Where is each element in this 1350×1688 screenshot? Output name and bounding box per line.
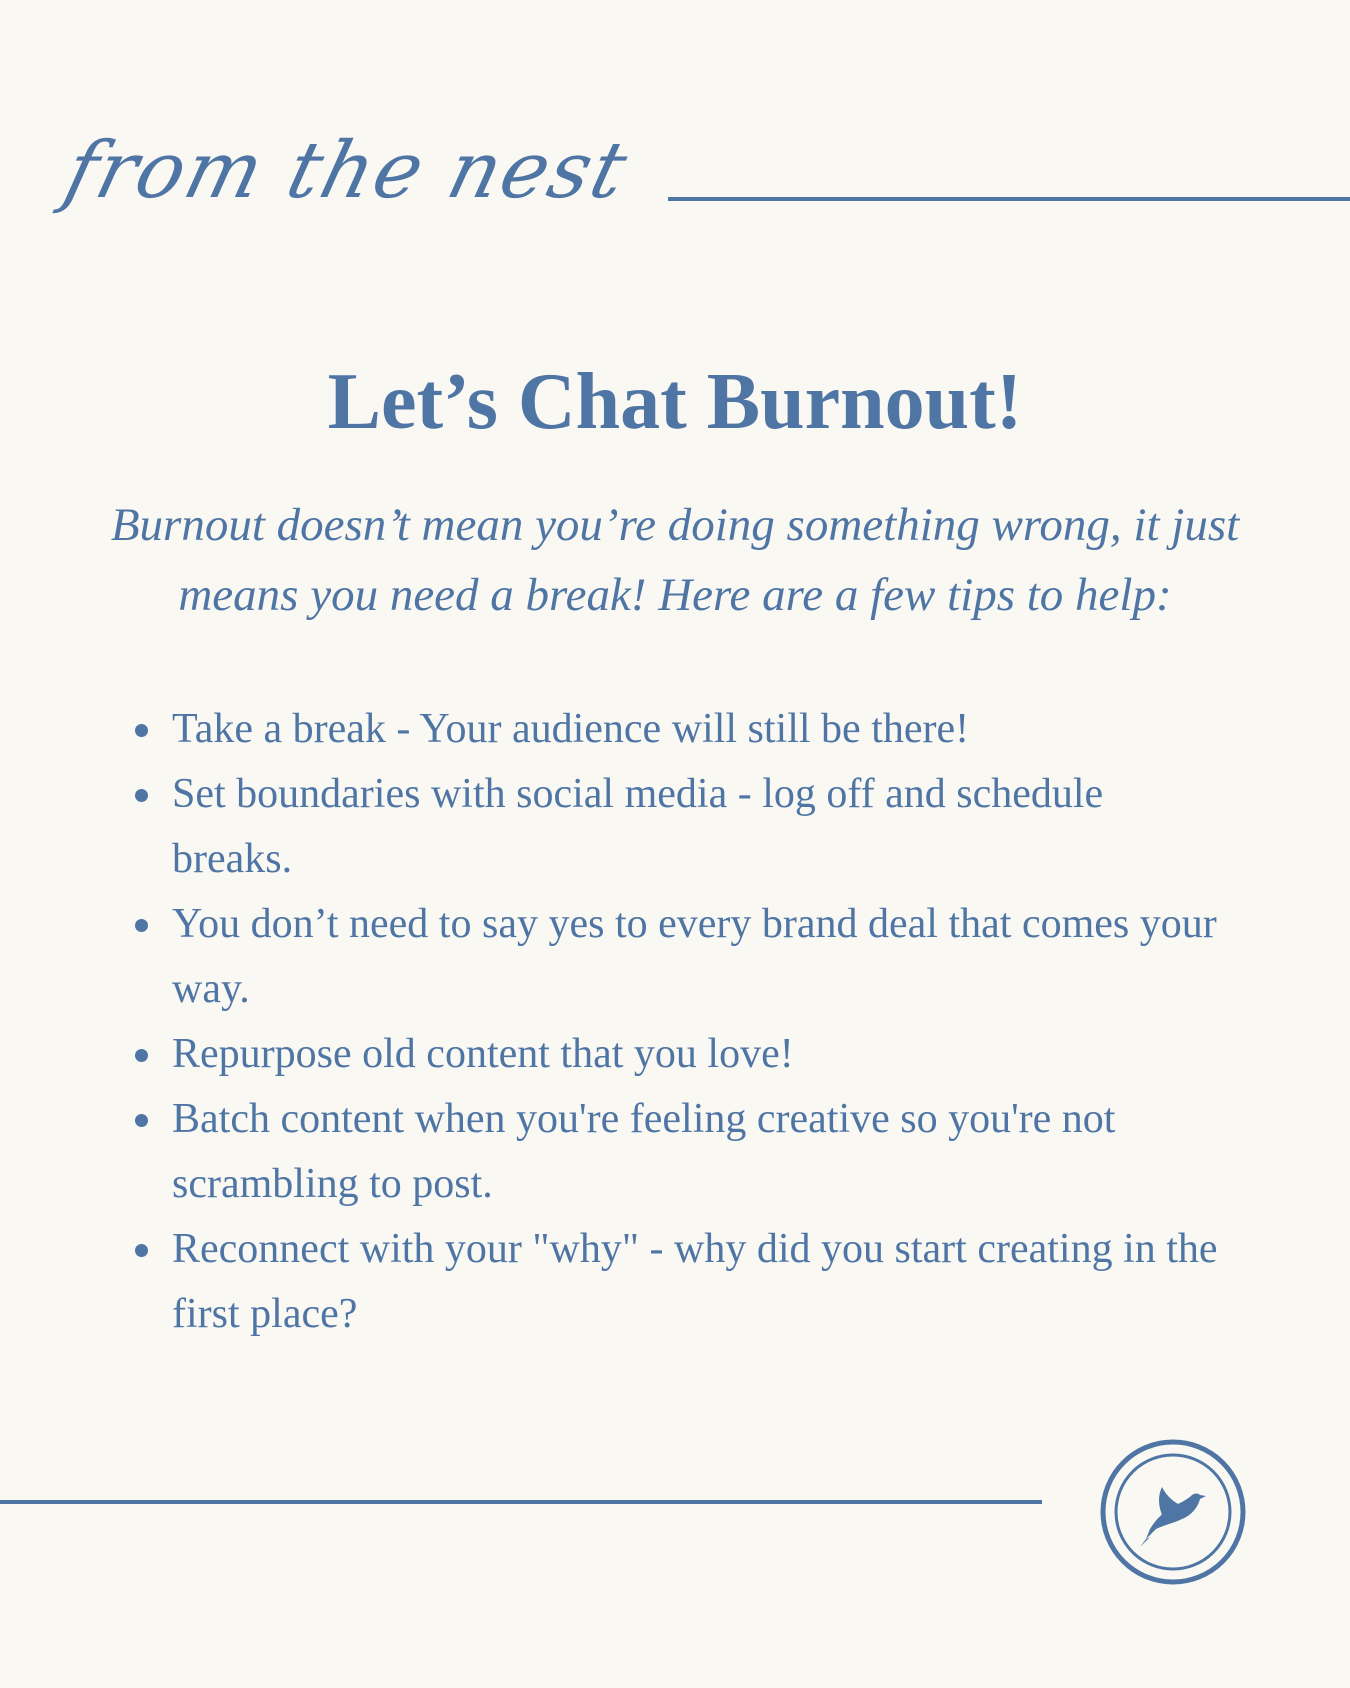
list-item [130, 762, 1230, 892]
page-title: Let’s Chat Burnout! [327, 358, 1023, 446]
bird-icon [1140, 1487, 1206, 1547]
subtitle: Burnout doesn’t mean you’re doing something wrong, it just means you need a break! Here are a few tips to help: [110, 499, 1240, 621]
list-item [130, 1087, 1230, 1217]
list-item [130, 1022, 1230, 1087]
tip-text: Repurpose old content that you love! [172, 1031, 794, 1077]
tip-text: Set boundaries with social media - log off and schedule breaks. [172, 771, 1104, 882]
tip-text: You don’t need to say yes to every brand deal that comes your way. [172, 901, 1217, 1012]
bullet-icon [135, 724, 148, 737]
tip-text: Take a break - Your audience will still be there! [172, 706, 970, 752]
tip-text: Batch content when you're feeling creative so you're not scrambling to post. [172, 1096, 1116, 1207]
script-heading: from the nest [56, 126, 638, 216]
bullet-icon [135, 1244, 148, 1257]
list-item [130, 892, 1230, 1022]
logo-seal [1100, 1439, 1246, 1585]
tips-list [130, 697, 1230, 1347]
list-item [130, 697, 1230, 762]
bullet-icon [135, 789, 148, 802]
bottom-divider [0, 1500, 1042, 1504]
bullet-icon [135, 1114, 148, 1127]
bullet-icon [135, 919, 148, 932]
bullet-icon [135, 1049, 148, 1062]
list-item [130, 1217, 1230, 1347]
tip-text: Reconnect with your "why" - why did you start creating in the first place? [172, 1226, 1218, 1337]
top-divider [668, 197, 1350, 201]
